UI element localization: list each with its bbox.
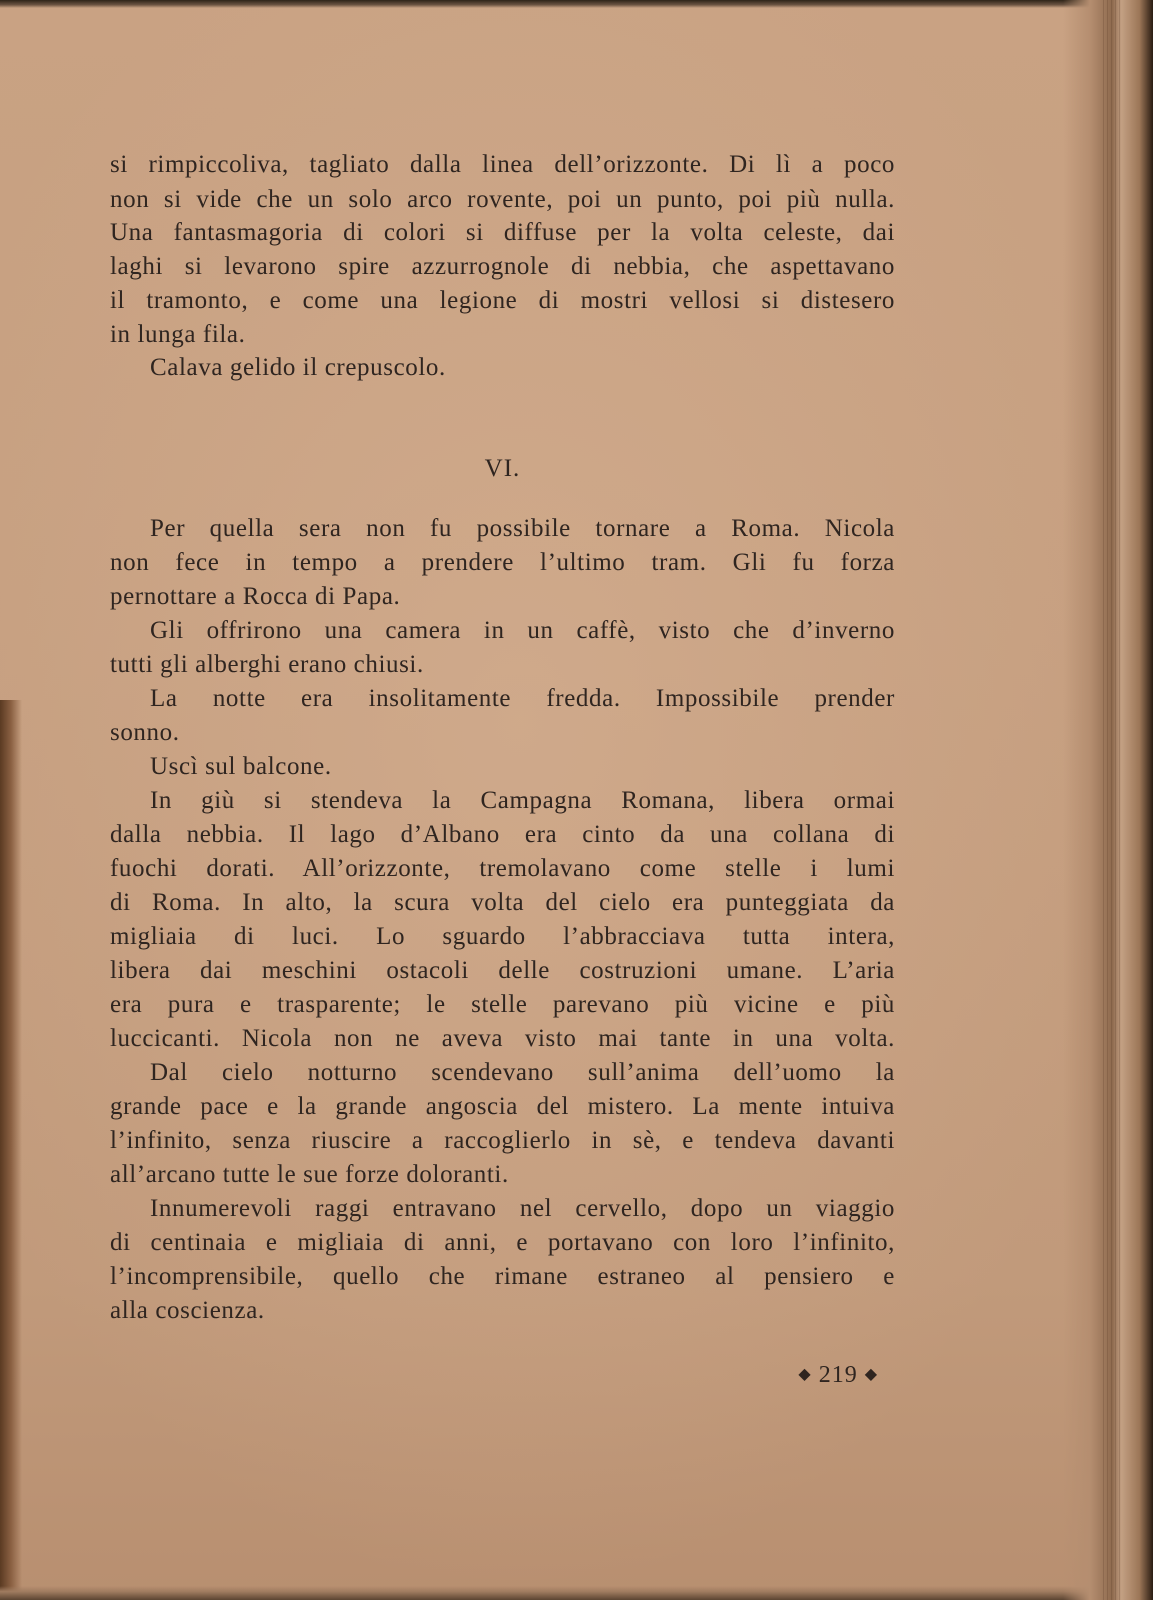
text-line: sonno. — [110, 719, 180, 746]
text-line: libera dai meschini ostacoli delle costruzioni umane. L’aria — [110, 957, 895, 984]
text-line: in lunga fila. — [110, 321, 246, 348]
text-line: grande pace e la grande angoscia del mistero. La mente intuiva — [110, 1093, 895, 1120]
page-left-edge — [0, 700, 22, 1600]
text-line: tutti gli alberghi erano chiusi. — [110, 651, 424, 678]
text-line: fuochi dorati. All’orizzonte, tremolavano come stelle i lumi — [110, 855, 895, 882]
text-line: pernottare a Rocca di Papa. — [110, 583, 401, 610]
text-line: In giù si stendeva la Campagna Romana, libera ormai — [150, 787, 895, 814]
diamond-ornament-icon: ◆ — [798, 1366, 812, 1383]
text-line: il tramonto, e come una legione di mostri vellosi si distesero — [110, 287, 895, 314]
text-line: si rimpiccoliva, tagliato dalla linea dell’orizzonte. Di lì a poco — [110, 151, 895, 178]
text-line: luccicanti. Nicola non ne aveva visto mai tante in una volta. — [110, 1025, 895, 1052]
fore-edge-pages — [1103, 0, 1123, 1600]
text-line: non si vide che un solo arco rovente, poi un punto, poi più nulla. — [110, 186, 895, 213]
text-line: di Roma. In alto, la scura volta del cielo era punteggiata da — [110, 889, 895, 916]
text-line: Per quella sera non fu possibile tornare a Roma. Nicola — [150, 515, 895, 542]
text-line: laghi si levarono spire azzurrognole di nebbia, che aspettavano — [110, 253, 895, 280]
text-line: alla coscienza. — [110, 1297, 265, 1324]
page-number-footer — [798, 1362, 878, 1389]
text-line: era pura e trasparente; le stelle parevano più vicine e più — [110, 991, 895, 1018]
diamond-ornament-icon: ◆ — [864, 1366, 878, 1383]
text-line: all’arcano tutte le sue forze doloranti. — [110, 1161, 509, 1188]
text-line: Calava gelido il crepuscolo. — [150, 354, 446, 381]
text-line: Uscì sul balcone. — [150, 753, 332, 780]
text-line: Innumerevoli raggi entravano nel cervello, dopo un viaggio — [150, 1195, 895, 1222]
text-line: l’incomprensibile, quello che rimane estraneo al pensiero e — [110, 1263, 895, 1290]
text-line: Una fantasmagoria di colori si diffuse per la volta celeste, dai — [110, 219, 895, 246]
section-heading: VI. — [484, 455, 521, 482]
text-line: di centinaia e migliaia di anni, e portavano con loro l’infinito, — [110, 1229, 895, 1256]
text-line: Gli offrirono una camera in un caffè, visto che d’inverno — [150, 617, 895, 644]
page-number: 219 — [818, 1362, 858, 1388]
text-line: La notte era insolitamente fredda. Impossibile prender — [150, 685, 895, 712]
text-line: migliaia di luci. Lo sguardo l’abbracciava tutta intera, — [110, 923, 895, 950]
text-line: non fece in tempo a prendere l’ultimo tram. Gli fu forza — [110, 549, 895, 576]
text-line: l’infinito, senza riuscire a raccoglierlo in sè, e tendeva davanti — [110, 1127, 895, 1154]
page-top-edge — [0, 0, 1153, 8]
text-line: dalla nebbia. Il lago d’Albano era cinto da una collana di — [110, 821, 895, 848]
text-line: Dal cielo notturno scendevano sull’anima dell’uomo la — [150, 1059, 895, 1086]
page-bottom-edge — [0, 1586, 1153, 1600]
